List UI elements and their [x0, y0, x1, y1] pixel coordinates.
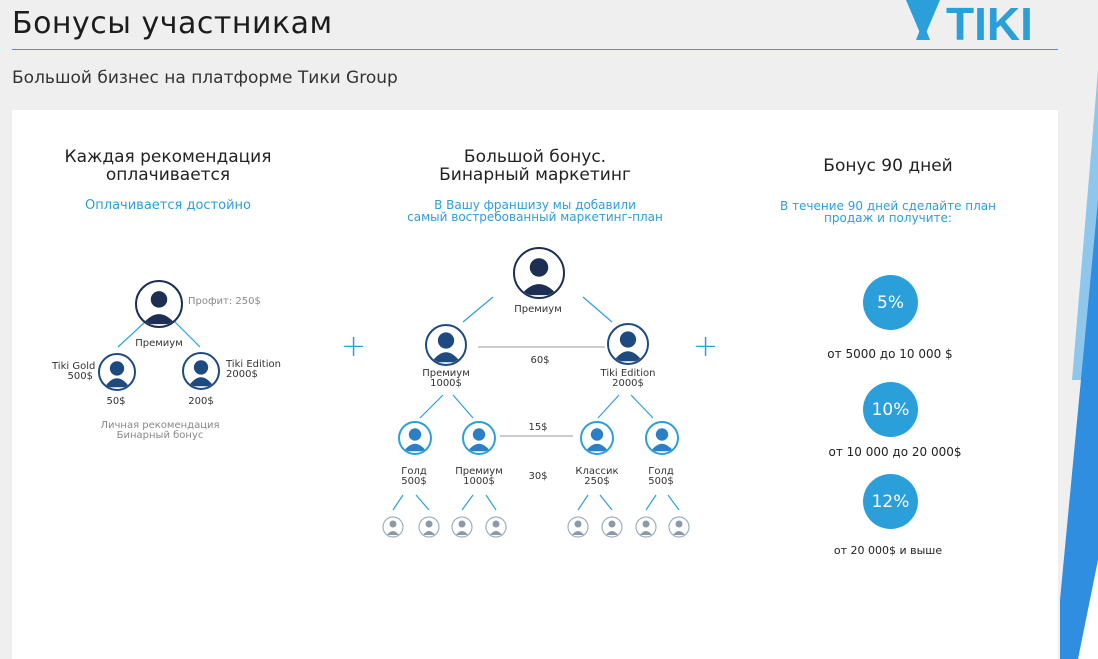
- col1-note-1: Личная рекомендация: [100, 420, 220, 431]
- col2-tagline-2: самый востребованный маркетинг-план: [407, 210, 663, 224]
- tier-2-range: от 10 000 до 20 000$: [828, 445, 962, 459]
- tier-1-range: от 5000 до 10 000 $: [827, 347, 953, 361]
- title-divider: [12, 49, 1058, 50]
- col2-top-label: Премиум: [514, 304, 562, 315]
- avatar-woman-icon: [425, 324, 467, 366]
- col1-left-price: 500$: [67, 371, 93, 382]
- col1-note-2: Бинарный бонус: [116, 430, 204, 441]
- avatar-man-icon: [182, 352, 220, 390]
- col2-right-name: Tiki Edition: [600, 368, 656, 379]
- col2-heading-1: Большой бонус.: [463, 147, 607, 167]
- col1-right-price: 2000$: [226, 369, 258, 380]
- leaf-2-price: 1000$: [463, 476, 495, 487]
- col2-left-name: Премиум: [422, 368, 470, 379]
- col1-premium-label: Премиум: [135, 338, 183, 349]
- avatar-man-icon: [398, 421, 432, 455]
- avatar-man-icon: [135, 280, 183, 328]
- col2-lower-bonus-top: 15$: [528, 422, 548, 433]
- col1-left-bonus: 50$: [106, 396, 126, 407]
- col3-tagline-2: продаж и получите:: [824, 211, 952, 225]
- col3-tagline-1: В течение 90 дней сделайте план: [780, 199, 996, 213]
- tier-1-badge: 5%: [863, 275, 918, 330]
- col1-heading-2: оплачивается: [105, 165, 231, 185]
- tier-2-badge: 10%: [863, 382, 918, 437]
- plus-icon: +: [693, 329, 719, 364]
- logo-text: TIKI: [946, 0, 1033, 44]
- col2-mid-bonus: 60$: [530, 355, 550, 366]
- leaf-4-price: 500$: [648, 476, 674, 487]
- tier-3-badge: 12%: [863, 474, 918, 529]
- col2-tagline-1: В Вашу франшизу мы добавили: [434, 198, 636, 212]
- page-subtitle: Большой бизнес на платформе Тики Group: [12, 68, 398, 88]
- leaf-2-name: Премиум: [455, 466, 503, 477]
- leaf-4-name: Голд: [648, 466, 674, 477]
- col2-left-price: 1000$: [430, 378, 462, 389]
- col2-lower-bonus-bottom: 30$: [528, 471, 548, 482]
- avatar-woman-icon: [462, 421, 496, 455]
- col1-left-name: Tiki Gold: [52, 361, 96, 372]
- tiki-logo: [906, 0, 1058, 44]
- bottom-avatars: [380, 512, 700, 542]
- tier-3-range: от 20 000$ и выше: [833, 544, 943, 557]
- col1-right-bonus: 200$: [188, 396, 214, 407]
- leaf-3-name: Классик: [575, 466, 619, 477]
- col1-right-name: Tiki Edition: [226, 359, 281, 370]
- leaf-1-name: Голд: [401, 466, 427, 477]
- page-title: Бонусы участникам: [12, 6, 333, 41]
- col1-tagline: Оплачивается достойно: [85, 198, 251, 213]
- avatar-woman-icon: [645, 421, 679, 455]
- col3-heading: Бонус 90 дней: [823, 156, 953, 176]
- leaf-1-price: 500$: [401, 476, 427, 487]
- avatar-man-icon: [607, 323, 649, 365]
- avatar-man-icon: [513, 247, 565, 299]
- col2-right-price: 2000$: [612, 378, 644, 389]
- avatar-man-icon: [580, 421, 614, 455]
- col1-profit: Профит: 250$: [188, 296, 261, 307]
- plus-icon: +: [341, 329, 367, 364]
- decorative-stripe: [1060, 0, 1098, 659]
- avatar-woman-icon: [98, 353, 136, 391]
- col1-heading-1: Каждая рекомендация: [64, 147, 272, 167]
- col2-heading-2: Бинарный маркетинг: [439, 165, 631, 185]
- leaf-3-price: 250$: [584, 476, 610, 487]
